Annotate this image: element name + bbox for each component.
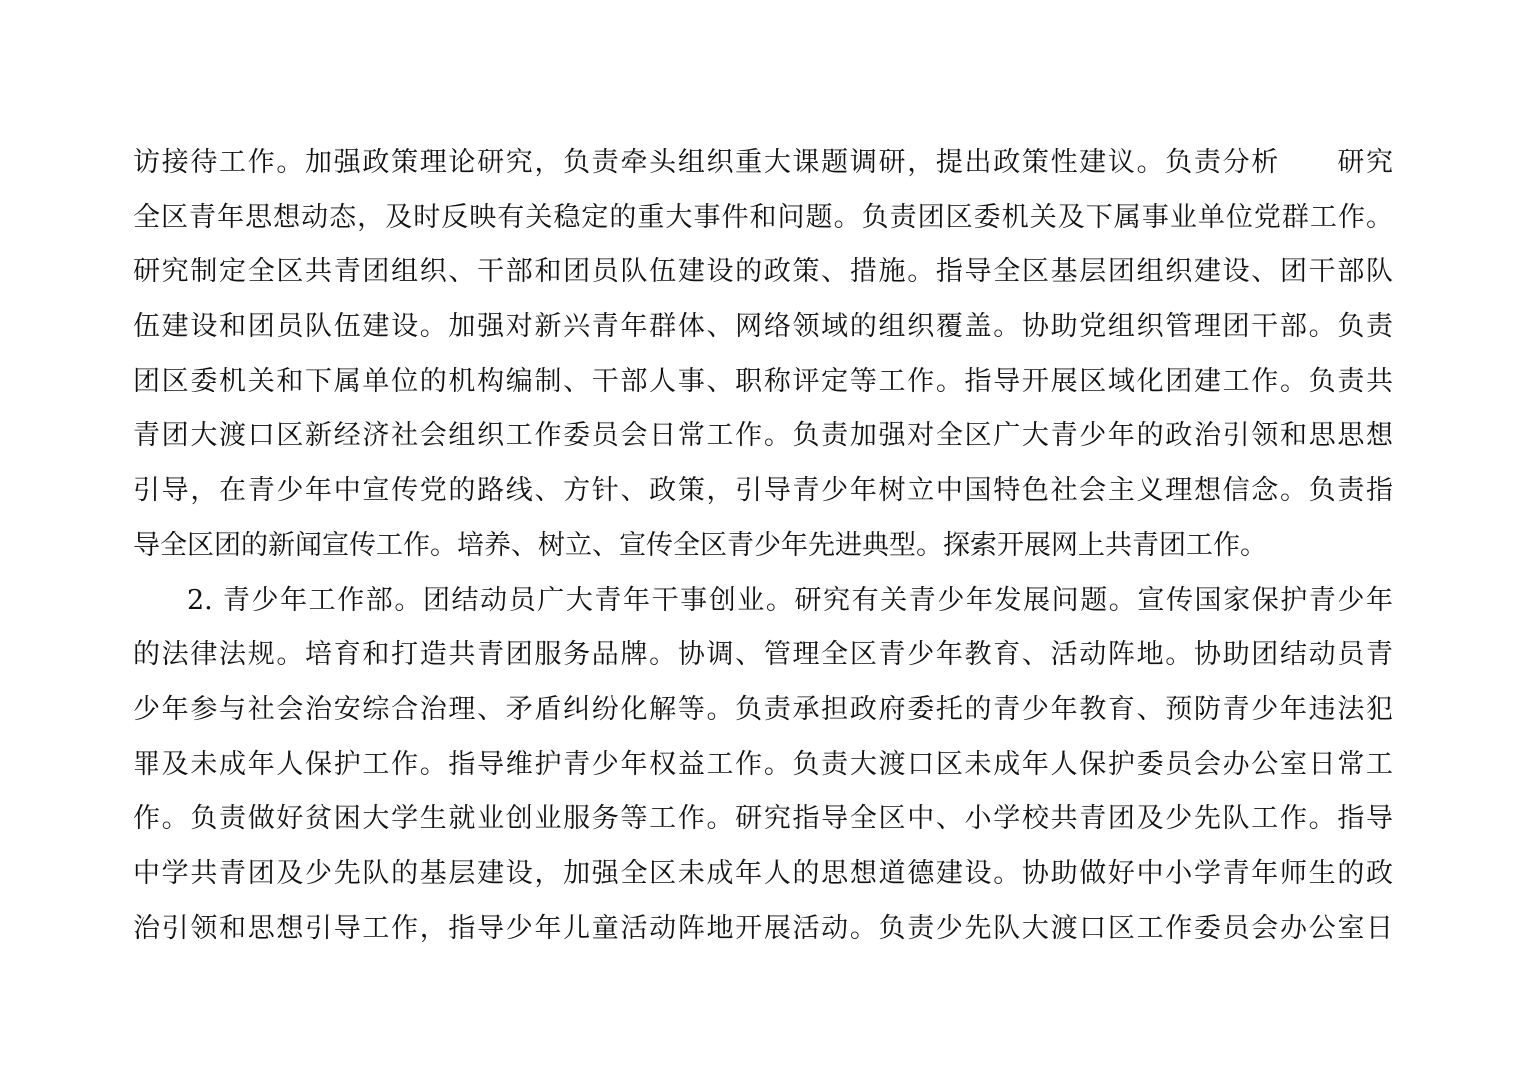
body-text bbox=[133, 136, 1393, 956]
section-heading-line: 2. 青少年工作部。团结动员广大青年干事创业。研究有关青少年发展问题。宣传国家保护青少年 bbox=[187, 584, 1393, 616]
text-line: 青团大渡口区新经济社会组织工作委员会日常工作。负责加强对全区广大青少年的政治引领和思思想 bbox=[133, 420, 1393, 452]
text-line: 伍建设和团员队伍建设。加强对新兴青年群体、网络领域的组织覆盖。协助党组织管理团干部。负责 bbox=[133, 311, 1393, 343]
text-line: 引导，在青少年中宣传党的路线、方针、政策，引导青少年树立中国特色社会主义理想信念。负责指 bbox=[133, 475, 1393, 507]
text-line: 全区青年思想动态，及时反映有关稳定的重大事件和问题。负责团区委机关及下属事业单位党群工作。 bbox=[133, 201, 1393, 233]
text-line: 中学共青团及少先队的基层建设，加强全区未成年人的思想道德建设。协助做好中小学青年师生的政 bbox=[133, 857, 1393, 889]
text-line: 罪及未成年人保护工作。指导维护青少年权益工作。负责大渡口区未成年人保护委员会办公室日常工 bbox=[133, 748, 1393, 780]
text-line: 访接待工作。加强政策理论研究，负责牵头组织重大课题调研，提出政策性建议。负责分析 研究 bbox=[133, 147, 1393, 178]
text-line: 作。负责做好贫困大学生就业创业服务等工作。研究指导全区中、小学校共青团及少先队工作。指导 bbox=[133, 803, 1393, 835]
text-line: 少年参与社会治安综合治理、矛盾纠纷化解等。负责承担政府委托的青少年教育、预防青少年违法犯 bbox=[133, 693, 1393, 725]
text-line: 团区委机关和下属单位的机构编制、干部人事、职称评定等工作。指导开展区域化团建工作。负责共 bbox=[133, 365, 1393, 397]
text-line: 研究制定全区共青团组织、干部和团员队伍建设的政策、措施。指导全区基层团组织建设、团干部队 bbox=[133, 256, 1393, 288]
text-line: 的法律法规。培育和打造共青团服务品牌。协调、管理全区青少年教育、活动阵地。协助团结动员青 bbox=[133, 639, 1393, 671]
text-line: 导全区团的新闻宣传工作。培养、树立、宣传全区青少年先进典型。探索开展网上共青团工作。 bbox=[133, 529, 1267, 561]
text-line: 治引领和思想引导工作，指导少年儿童活动阵地开展活动。负责少先队大渡口区工作委员会办公室日 bbox=[133, 912, 1393, 944]
